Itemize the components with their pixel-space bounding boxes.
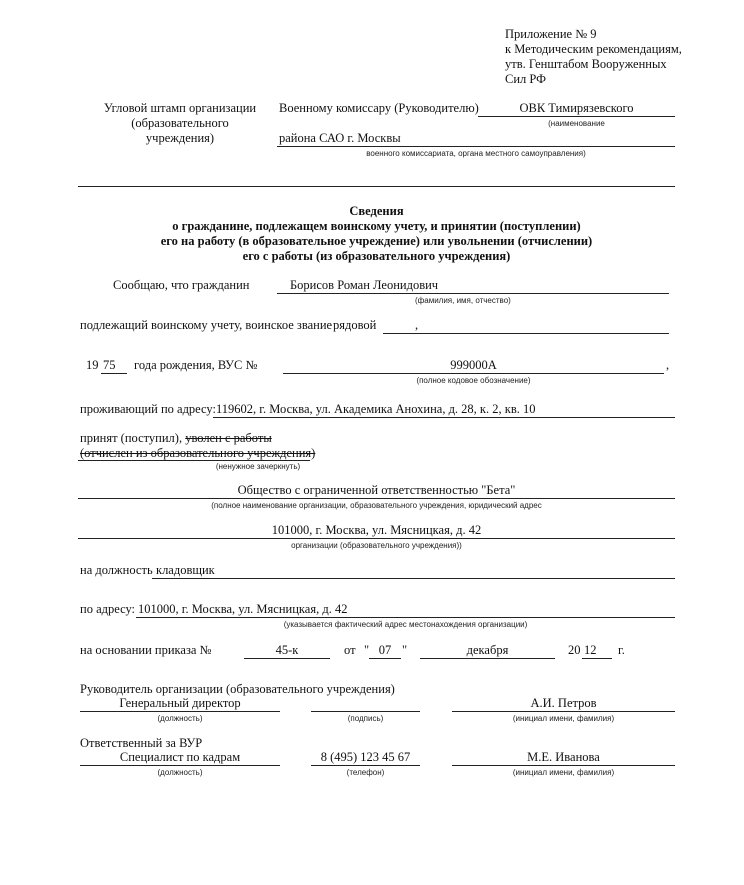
district-caption: военного комиссариата, органа местного самоуправления)	[366, 149, 586, 158]
birth-year-label: года рождения, ВУС №	[134, 358, 258, 372]
responsible-position: Специалист по кадрам	[119, 750, 241, 764]
order-number-underline	[244, 658, 330, 659]
head-label: Руководитель организации (образовательного учреждения)	[80, 682, 395, 696]
order-quote-open: "	[364, 643, 370, 657]
vus-comma: ,	[666, 358, 670, 372]
status-expelled: (отчислен из образовательного учреждения)	[80, 446, 316, 460]
document-title: Сведения	[349, 204, 404, 218]
position-label: на должность	[80, 563, 153, 577]
position-value: кладовщик	[156, 563, 215, 577]
corner-stamp	[80, 101, 280, 146]
vus-value: 999000А	[450, 358, 497, 372]
order-from: от	[344, 643, 356, 657]
stamp-line: учреждения)	[145, 131, 215, 145]
responsible-phone-underline	[311, 765, 420, 766]
appendix-title: Приложение № 9	[505, 27, 597, 41]
order-day-underline	[369, 658, 401, 659]
responsible-label: Ответственный за ВУР	[80, 736, 203, 750]
actual-address: 101000, г. Москва, ул. Мясницкая, д. 42	[138, 602, 348, 616]
appendix-line: Сил РФ	[505, 72, 547, 86]
responsible-position-underline	[80, 765, 280, 766]
order-month: декабря	[466, 643, 509, 657]
order-number: 45-к	[275, 643, 299, 657]
actual-address-label: по адресу:	[80, 602, 136, 616]
report-label: Сообщаю, что гражданин	[113, 278, 250, 292]
head-name: А.И. Петров	[530, 696, 597, 710]
header-separator	[78, 186, 675, 187]
responsible-name: М.Е. Иванова	[527, 750, 600, 764]
actual-address-caption: (указывается фактический адрес местонахождения организации)	[283, 620, 528, 629]
vus-caption: (полное кодовое обозначение)	[416, 376, 531, 385]
organization-underline	[78, 498, 675, 499]
address-underline	[213, 417, 675, 418]
addressee-label: Военному комиссару (Руководителю)	[279, 101, 479, 115]
address-label: проживающий по адресу:	[80, 402, 216, 416]
birth-year-prefix: 19	[86, 358, 99, 372]
district-name: района САО г. Москвы	[279, 131, 401, 145]
status-accepted-text: принят (поступил),	[80, 431, 183, 445]
rank-underline	[383, 333, 669, 334]
status-dismissed: уволен с работы	[185, 431, 272, 445]
commissariat-name: ОВК Тимирязевского	[519, 101, 634, 115]
heading-line: его на работу (в образовательное учреждение) или увольнении (отчислении)	[160, 234, 593, 248]
birth-year-suffix: 75	[103, 358, 116, 372]
responsible-position-caption: (должность)	[157, 768, 203, 777]
head-position-underline	[80, 711, 280, 712]
legal-address-underline	[78, 538, 675, 539]
rank-comma: ,	[415, 318, 419, 332]
birth-year-underline	[101, 373, 127, 374]
order-year-suffix: 12	[584, 643, 597, 657]
stamp-line: (образовательного	[131, 116, 229, 130]
head-signature-line	[311, 711, 420, 712]
head-name-caption: (инициал имени, фамилия)	[512, 714, 615, 723]
order-day: 07	[378, 643, 392, 657]
appendix-block	[505, 27, 682, 87]
head-position: Генеральный директор	[119, 696, 241, 710]
head-signature-caption: (подпись)	[347, 714, 384, 723]
heading-line: его с работы (из образовательного учреждения)	[242, 249, 511, 263]
citizen-full-name: Борисов Роман Леонидович	[290, 278, 439, 292]
organization-legal-address: 101000, г. Москва, ул. Мясницкая, д. 42	[271, 523, 482, 537]
status-underline	[78, 460, 310, 461]
head-position-caption: (должность)	[157, 714, 203, 723]
organization-caption: (полное наименование организации, образовательного учреждения, юридический адрес	[211, 501, 542, 510]
name-underline	[277, 293, 669, 294]
head-name-underline	[452, 711, 675, 712]
heading-line: о гражданине, подлежащем воинскому учету, и принятии (поступлении)	[172, 219, 581, 233]
stamp-line: Угловой штамп организации	[103, 101, 257, 115]
residence-address: 119602, г. Москва, ул. Академика Анохина, д. 28, к. 2, кв. 10	[216, 402, 536, 416]
appendix-line: утв. Генштабом Вооруженных	[505, 57, 667, 71]
legal-address-caption: организации (образовательного учреждения))	[291, 541, 462, 550]
responsible-name-underline	[452, 765, 675, 766]
order-label: на основании приказа №	[80, 643, 212, 657]
order-year-underline	[582, 658, 612, 659]
order-quote-close: "	[402, 643, 408, 657]
commissariat-underline	[478, 116, 675, 117]
order-year-mark: г.	[618, 643, 625, 657]
status-caption: (ненужное зачеркнуть)	[215, 462, 301, 471]
actual-address-underline	[136, 617, 675, 618]
commissariat-caption: (наименование	[548, 119, 605, 128]
position-underline	[152, 578, 675, 579]
responsible-name-caption: (инициал имени, фамилия)	[512, 768, 615, 777]
name-caption: (фамилия, имя, отчество)	[415, 296, 511, 305]
responsible-phone-caption: (телефон)	[346, 768, 385, 777]
rank-value: рядовой	[333, 318, 377, 332]
organization-name: Общество с ограниченной ответственностью "Бета"	[237, 483, 516, 497]
status-accepted	[80, 431, 272, 446]
order-year-prefix: 20	[568, 643, 581, 657]
document-heading	[78, 204, 675, 264]
district-underline	[277, 146, 675, 147]
order-month-underline	[420, 658, 555, 659]
rank-label: подлежащий воинскому учету, воинское звание	[80, 318, 333, 332]
appendix-line: к Методическим рекомендациям,	[505, 42, 682, 56]
vus-underline	[283, 373, 664, 374]
responsible-phone: 8 (495) 123 45 67	[320, 750, 411, 764]
